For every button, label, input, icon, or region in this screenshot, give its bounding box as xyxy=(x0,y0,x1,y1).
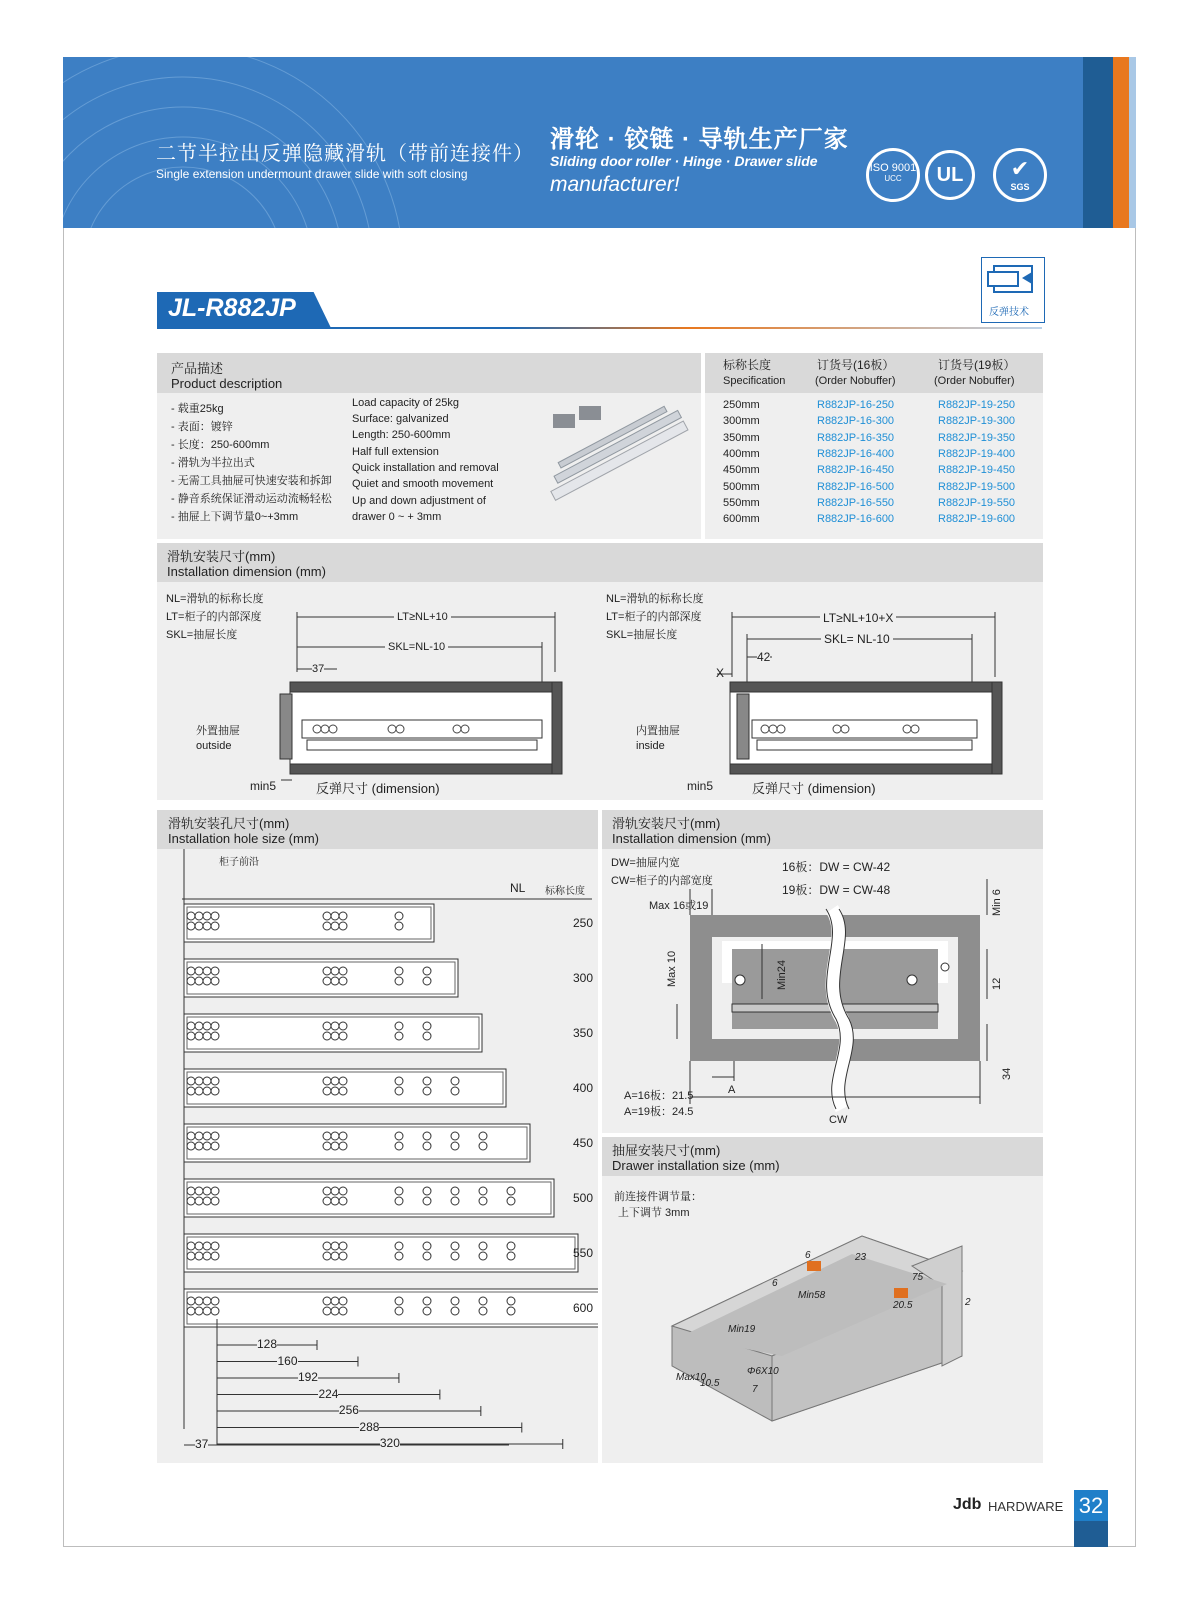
spec-length-cell: 350mm xyxy=(723,431,760,444)
install2-head-cn: 滑轨安装尺寸(mm) xyxy=(612,816,721,831)
spec-col3-cn: 订货号(19板） xyxy=(938,358,1016,372)
legend-skl: SKL=抽屉长度 xyxy=(606,629,678,641)
drawer-dimension-label: 6 xyxy=(772,1278,778,1289)
model-underline xyxy=(157,327,1042,329)
drawer-note1: 前连接件调节量： xyxy=(614,1191,702,1203)
cw-label: CW xyxy=(829,1114,848,1126)
feature-en: Load capacity of 25kg xyxy=(352,397,460,409)
dimension-left: 反弹尺寸 (dimension) xyxy=(316,781,440,796)
page-number-bar xyxy=(1074,1521,1108,1547)
feature-cn: - 滑轨为半拉出式 xyxy=(171,457,255,469)
spec-col1-cn: 标称长度 xyxy=(723,358,772,372)
legend-nl: NL=滑轨的标称长度 xyxy=(606,593,704,605)
max10-label: Max 10 xyxy=(666,950,678,987)
header-stripe-dark xyxy=(1083,57,1113,228)
drawer-dimension-label: Φ6X10 xyxy=(747,1366,779,1377)
min24-label: Min24 xyxy=(776,960,788,990)
feature-cn: - 表面：镀锌 xyxy=(171,421,233,433)
dw-definition: DW=抽屉内宽 xyxy=(611,857,680,869)
drawer-dimension-label: 23 xyxy=(855,1252,867,1263)
order-number-cell: R882JP-19-450 xyxy=(938,464,1016,477)
lt-label-right: LT≥NL+10+X xyxy=(820,611,896,625)
hole-spacing-label: 256 xyxy=(338,1403,359,1417)
d37-label: 37 xyxy=(312,663,325,675)
skl-label-left: SKL=NL-10 xyxy=(385,641,448,653)
nominal-length-label: 350 xyxy=(573,1026,594,1040)
d34-label: 34 xyxy=(1001,1067,1013,1080)
feature-en: Half full extension xyxy=(352,446,439,458)
feature-en: Quiet and smooth movement xyxy=(352,478,494,490)
slide-rail-outline xyxy=(184,1124,530,1162)
company-title-en2: manufacturer! xyxy=(550,173,680,196)
feature-cn: - 无需工具抽屉可快速安装和拆卸 xyxy=(171,475,332,487)
hole-spacing-label: 192 xyxy=(297,1370,318,1384)
outside-label-cn: 外置抽屉 xyxy=(196,725,240,737)
a-label: A xyxy=(728,1084,736,1096)
a16-label: A=16板：21.5 xyxy=(624,1090,694,1102)
slide-rail-outline xyxy=(184,1234,578,1272)
nl-label: NL xyxy=(510,881,526,895)
drawer-dimension-label: 75 xyxy=(912,1272,924,1283)
header-title-cn: 二节半拉出反弹隐藏滑轨（带前连接件） xyxy=(156,143,534,165)
spec-length-cell: 250mm xyxy=(723,399,760,411)
spec-length-cell: 550mm xyxy=(723,496,760,509)
company-title-cn: 滑轮 · 铰链 · 导轨生产厂家 xyxy=(550,126,849,153)
feature-en: Quick installation and removal xyxy=(352,462,499,474)
order-number-cell: R882JP-19-250 xyxy=(938,399,1016,411)
feature-cn: - 静音系统保证滑动运动流畅轻松 xyxy=(171,493,332,505)
order-number-cell: R882JP-16-350 xyxy=(817,431,895,444)
order-number-cell: R882JP-19-550 xyxy=(938,496,1016,509)
feature-en: Surface: galvanized xyxy=(352,413,449,425)
drawer-dimension-label: Max10 xyxy=(676,1372,707,1383)
soft-close-feature-icon: 反弹技术 xyxy=(981,257,1045,323)
a19-label: A=19板：24.5 xyxy=(624,1106,694,1118)
spec-length-cell: 300mm xyxy=(723,415,760,428)
nominal-length-label: 300 xyxy=(573,971,594,985)
slide-rail-outline xyxy=(184,1289,598,1327)
hole-spacing-label: 224 xyxy=(318,1386,339,1401)
product-head-en: Product description xyxy=(171,376,283,391)
slide-rail-outline xyxy=(184,1014,482,1052)
drawer-3d-diagram xyxy=(602,1176,1043,1463)
min5-right: min5 xyxy=(687,779,714,793)
feature-en: Length: 250-600mm xyxy=(352,429,451,441)
cabinet-front-label: 柜子前沿 xyxy=(219,857,259,868)
drawer-dimension-label: Min19 xyxy=(728,1324,756,1335)
installation-diagram xyxy=(157,582,1043,800)
sgs-badge-icon: ✔ SGS xyxy=(993,148,1047,202)
spec-length-cell: 600mm xyxy=(723,513,760,526)
install-head-en: Installation dimension (mm) xyxy=(167,564,326,579)
order-number-cell: R882JP-16-450 xyxy=(817,464,895,477)
nominal-label: 标称长度 xyxy=(545,886,585,897)
nominal-length-label: 400 xyxy=(573,1081,594,1095)
model-title: JL-R882JP xyxy=(168,294,296,322)
drawer-note2: 上下调节 3mm xyxy=(618,1207,690,1219)
legend-nl: NL=滑轨的标称长度 xyxy=(166,593,264,605)
spec-col1-en: Specification xyxy=(723,375,786,387)
order-number-cell: R882JP-16-600 xyxy=(817,513,895,526)
hole-spacing-label: 320 xyxy=(379,1436,400,1450)
hole-spacing-label: 128 xyxy=(257,1337,278,1351)
outside-label-en: outside xyxy=(196,740,232,752)
formula-16: 16板：DW = CW-42 xyxy=(782,860,891,874)
d42-label: 42 xyxy=(757,650,771,664)
page-number: 32 xyxy=(1074,1490,1108,1521)
min5-left: min5 xyxy=(250,779,277,793)
slide-rail-outline xyxy=(184,959,458,997)
iso-badge-icon: ISO 9001 UCC xyxy=(866,148,920,202)
hole-spacing-label: 288 xyxy=(359,1419,380,1434)
skl-label-right: SKL= NL-10 xyxy=(821,632,893,646)
d37-hole-label: 37 xyxy=(195,1437,209,1451)
header-title-en: Single extension undermount drawer slide with soft closing xyxy=(156,167,468,181)
product-photo xyxy=(535,398,695,528)
legend-lt: LT=柜子的内部深度 xyxy=(166,611,262,623)
feature-en: drawer 0 ~ + 3mm xyxy=(352,511,442,523)
spec-col2-cn: 订货号(16板） xyxy=(817,358,895,372)
footer-brand: HARDWARE xyxy=(988,1499,1064,1514)
feature-cn: - 载重25kg xyxy=(171,403,224,415)
x-label: X xyxy=(716,666,725,680)
drawer-head-en: Drawer installation size (mm) xyxy=(612,1158,780,1173)
spec-length-cell: 450mm xyxy=(723,464,760,477)
max16-label: Max 16或19 xyxy=(649,900,709,912)
drawer-dimension-label: 7 xyxy=(752,1384,758,1395)
drawer-dimension-label: 2 xyxy=(965,1297,971,1308)
order-number-cell: R882JP-19-600 xyxy=(938,513,1016,526)
order-number-cell: R882JP-16-500 xyxy=(817,480,895,493)
ul-badge-icon: UL xyxy=(925,150,975,200)
min6-label: Min 6 xyxy=(991,889,1003,916)
dimension-right: 反弹尺寸 (dimension) xyxy=(752,781,876,796)
brand-logo: Jdb xyxy=(953,1496,982,1513)
spec-length-cell: 400mm xyxy=(723,447,760,460)
hole-size-diagram xyxy=(157,849,598,1463)
order-number-cell: R882JP-16-250 xyxy=(817,399,895,411)
install2-head-en: Installation dimension (mm) xyxy=(612,831,771,846)
order-number-cell: R882JP-19-300 xyxy=(938,415,1016,428)
drawer-dimension-label: 20.5 xyxy=(893,1300,913,1311)
nominal-length-label: 600 xyxy=(573,1301,594,1315)
legend-lt: LT=柜子的内部深度 xyxy=(606,611,702,623)
header-stripe-orange xyxy=(1113,57,1129,228)
spec-col2-en: (Order Nobuffer) xyxy=(815,375,896,387)
feature-en: Up and down adjustment of xyxy=(352,495,486,507)
spec-length-cell: 500mm xyxy=(723,480,760,493)
cw-definition: CW=柜子的内部宽度 xyxy=(611,875,713,887)
drawer-dimension-label: 10.5 xyxy=(700,1378,720,1389)
product-head-cn: 产品描述 xyxy=(171,361,224,376)
feature-cn: - 长度：250-600mm xyxy=(171,439,270,451)
drawer-head-cn: 抽屉安装尺寸(mm) xyxy=(612,1143,721,1158)
inside-label-en: inside xyxy=(636,740,665,752)
order-number-cell: R882JP-16-300 xyxy=(817,415,895,428)
install-head-cn: 滑轨安装尺寸(mm) xyxy=(167,549,276,564)
nominal-length-label: 500 xyxy=(573,1191,594,1205)
spec-col3-en: (Order Nobuffer) xyxy=(934,375,1015,387)
hole-head-cn: 滑轨安装孔尺寸(mm) xyxy=(168,816,290,831)
hole-head-en: Installation hole size (mm) xyxy=(168,831,319,846)
d12-label: 12 xyxy=(991,977,1003,990)
drawer-dimension-label: 6 xyxy=(805,1250,811,1261)
inside-label-cn: 内置抽屉 xyxy=(636,725,680,737)
order-number-cell: R882JP-19-350 xyxy=(938,431,1016,444)
nominal-length-label: 550 xyxy=(573,1246,594,1260)
slide-rail-outline xyxy=(184,904,434,942)
lt-label-left: LT≥NL+10 xyxy=(394,611,451,623)
legend-skl: SKL=抽屉长度 xyxy=(166,629,238,641)
nominal-length-label: 450 xyxy=(573,1136,594,1150)
drawer-dimension-label: Min58 xyxy=(798,1290,826,1301)
order-number-cell: R882JP-16-550 xyxy=(817,496,895,509)
formula-19: 19板：DW = CW-48 xyxy=(782,883,891,897)
company-title-en1: Sliding door roller · Hinge · Drawer slide xyxy=(550,153,818,169)
slide-rail-outline xyxy=(184,1069,506,1107)
feature-cn: - 抽屉上下调节量0~+3mm xyxy=(171,511,299,523)
order-number-cell: R882JP-19-500 xyxy=(938,480,1016,493)
nominal-length-label: 250 xyxy=(573,916,594,930)
order-number-cell: R882JP-19-400 xyxy=(938,447,1016,460)
order-number-cell: R882JP-16-400 xyxy=(817,447,895,460)
slide-rail-outline xyxy=(184,1179,554,1217)
hole-spacing-label: 160 xyxy=(277,1353,298,1368)
header-stripe-light xyxy=(1129,57,1136,228)
